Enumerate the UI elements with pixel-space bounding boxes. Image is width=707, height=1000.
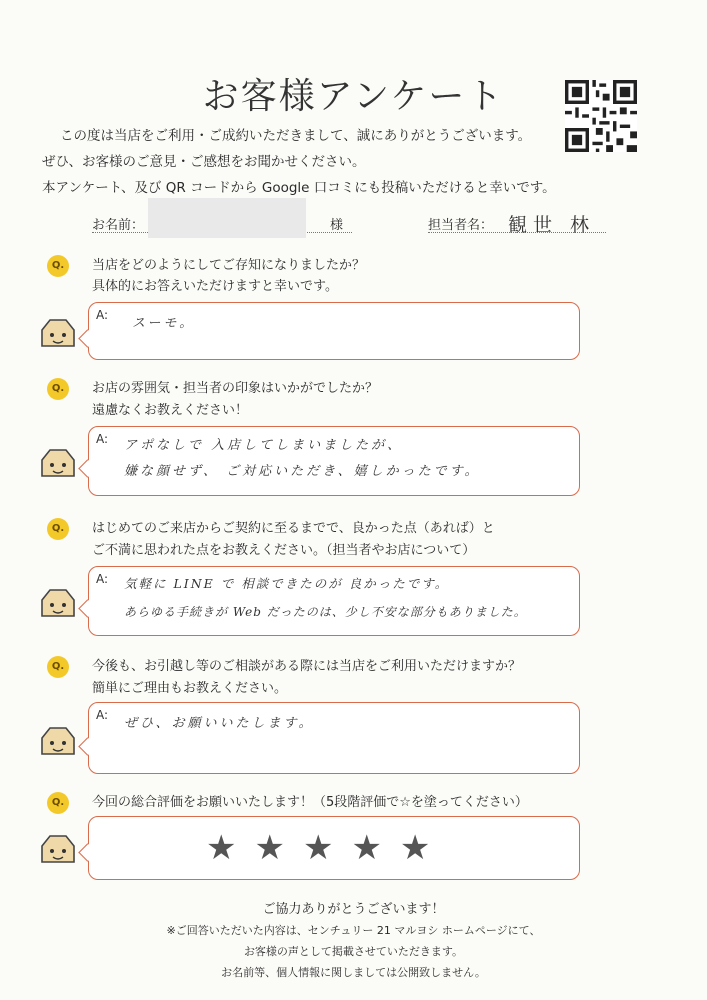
sama-label: 様 (330, 218, 344, 233)
question-4-line-1: 今後も、お引越し等のご相談がある際には当店をご利用いただけますか？ (92, 659, 522, 674)
staff-label: 担当者名： (428, 218, 494, 233)
answer-label: A: (96, 708, 109, 722)
answer-3-line-2: あらゆる手続きが Web だったのは、少し不安な部分もありました。 (124, 605, 527, 619)
speaker-face-icon (38, 724, 78, 758)
speaker-face-icon (38, 586, 78, 620)
q-badge: Q. (47, 518, 69, 540)
intro-line-1: この度は当店をご利用・ご成約いただきまして、誠にありがとうございます。 (60, 128, 532, 144)
question-5-line-1: 今回の総合評価をお願いいたします！（5段階評価で☆を塗ってください） (92, 795, 528, 810)
name-label: お名前： (92, 218, 145, 233)
q-badge: Q. (47, 255, 69, 277)
speaker-face-icon (38, 832, 78, 866)
answer-1-line-1: スーモ。 (132, 316, 196, 331)
redacted-name (148, 198, 306, 238)
question-3-line-1: はじめてのご来店からご契約に至るまでで、良かった点（あれば）と (92, 521, 495, 536)
qr-code-icon[interactable] (565, 80, 637, 152)
speaker-face-icon (38, 446, 78, 480)
question-2-line-1: お店の雰囲気・担当者の印象はいかがでしたか？ (92, 381, 379, 396)
q-badge: Q. (47, 792, 69, 814)
answer-label: A: (96, 572, 109, 586)
staff-signature: 観世 林 (508, 214, 596, 236)
page-title: お客様アンケート (202, 76, 505, 117)
answer-label: A: (96, 432, 109, 446)
question-4-line-2: 簡単にご理由もお教えください。 (92, 681, 288, 696)
question-1-line-2: 具体的にお答えいただけますと幸いです。 (92, 279, 338, 294)
rating-stars[interactable]: ★★★★★ (206, 828, 449, 868)
footer-line-1: ※ご回答いただいた内容は、センチュリー 21 マルヨシ ホームページにて、 (166, 924, 541, 937)
footer-line-3: お名前等、個人情報に関しましては公開致しません。 (221, 966, 486, 979)
question-3-line-2: ご不満に思われた点をお教えください。（担当者やお店について） (92, 543, 476, 558)
thanks-text: ご協力ありがとうございます！ (262, 902, 445, 917)
q-badge: Q. (47, 378, 69, 400)
answer-label: A: (96, 308, 109, 322)
answer-3-line-1: 気軽に LINE で 相談できたのが 良かったです。 (124, 576, 450, 591)
answer-2-line-2: 嫌な顔せず、 ご対応いただき、嬉しかったです。 (124, 464, 481, 479)
intro-line-2: ぜひ、お客様のご意見・ご感想をお聞かせください。 (42, 154, 366, 170)
question-2-line-2: 遠慮なくお教えください！ (92, 403, 249, 418)
answer-box-1[interactable] (88, 302, 580, 360)
answer-4-line-1: ぜひ、お願いいたします。 (124, 716, 315, 731)
q-badge: Q. (47, 656, 69, 678)
intro-line-3: 本アンケート、及び QR コードから Google 口コミにも投稿いただけると幸いです。 (42, 180, 556, 196)
question-1-line-1: 当店をどのようにしてご存知になりましたか？ (92, 258, 366, 273)
footer-line-2: お客様の声として掲載させていただきます。 (243, 945, 464, 958)
answer-2-line-1: アポなしで 入店してしまいましたが、 (124, 438, 404, 453)
speaker-face-icon (38, 316, 78, 350)
